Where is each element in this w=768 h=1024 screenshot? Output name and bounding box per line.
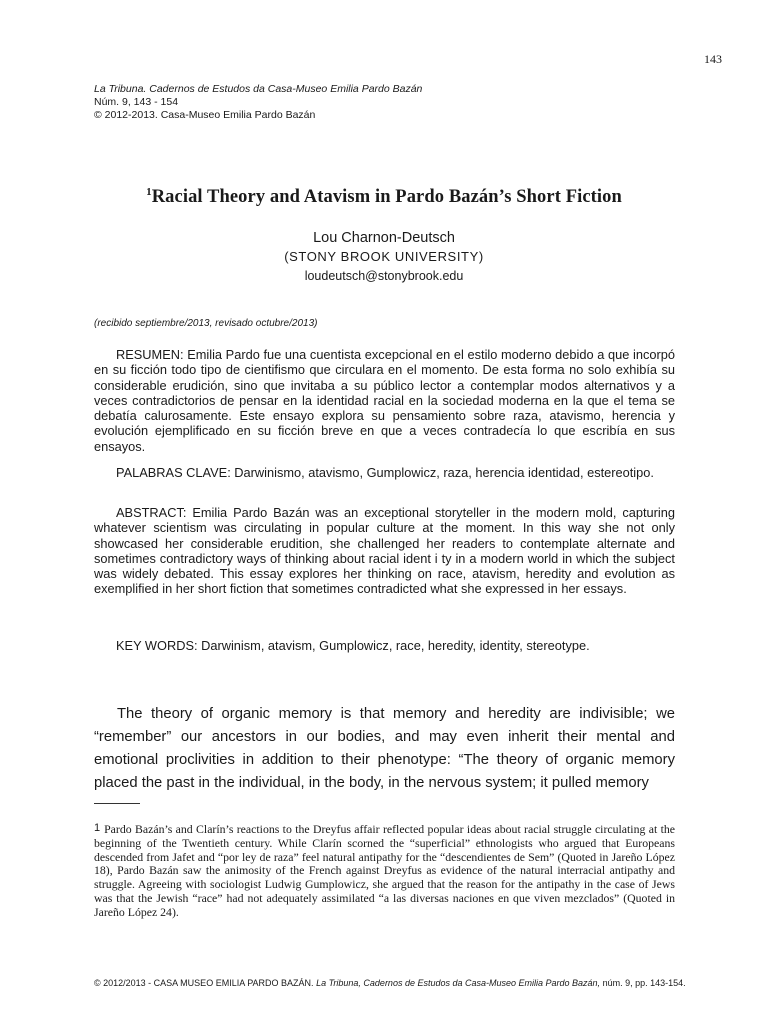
footnote-text: Pardo Bazán’s and Clarín’s reactions to the Dreyfus affair reflected popular ideas about racial struggle circulating at the beginning of the Twentieth century. While Clarín scorned the “superficial” ethnologists who argued that Europeans descended from Jafet and “por ley de raza” feel natural antipathy for the “descendientes de Sem” (Quoted in Jareño López 18), Pardo Bazán saw the animosity of the French against Dreyfus as evidence of the natural interracial antipathy and struggle. Agreeing with sociologist Ludwig Gumplowicz, she argued that the reason for the antipathy in the case of Jews was that the Jewish “race” had not adequately assimilated “a las diversas naciones en que viven mezclados” (Quoted in Jareño López 24). (94, 822, 675, 919)
journal-header (94, 83, 422, 122)
palabras-clave-text: PALABRAS CLAVE: Darwinismo, atavismo, Gumplowicz, raza, herencia identidad, estereotipo. (116, 465, 654, 480)
palabras-clave-section (94, 465, 675, 480)
footer-copyright: © 2012/2013 - CASA MUSEO EMILIA PARDO BAZÁN. (94, 978, 314, 988)
journal-copyright: © 2012-2013. Casa-Museo Emilia Pardo Bazán (94, 109, 316, 121)
author-email[interactable]: loudeutsch@stonybrook.edu (304, 269, 464, 283)
submission-dates: (recibido septiembre/2013, revisado octubre/2013) (94, 318, 318, 329)
journal-issue: Núm. 9, 143 - 154 (94, 96, 179, 108)
resumen-section (94, 347, 675, 454)
page-number: 143 (704, 52, 722, 66)
title-footnote-mark: 1 (146, 185, 152, 198)
abstract-text: ABSTRACT: Emilia Pardo Bazán was an exceptional storyteller in the modern mold, capturing whatever scientism was circulating in popular culture at the moment. In this way she not only showcased her considerable erudition, she challenged her readers to contemplate alternate and sometimes contradictory ways of thinking about racial ident i ty in a modern world in which the subject was widely debated. This essay explores her thinking on race, atavism, heredity and evolution as exemplified in her short fiction that sometimes contradicted what she expressed in her essays. (94, 505, 675, 597)
page-footer (94, 978, 686, 988)
author-affiliation: (STONY BROOK UNIVERSITY) (284, 249, 484, 264)
footer-journal: La Tribuna, Cadernos de Estudos da Casa-Museo Emilia Pardo Bazán, (316, 978, 601, 988)
abstract-section (94, 505, 675, 597)
resumen-text: RESUMEN: Emilia Pardo fue una cuentista excepcional en el estilo moderno debido a que incorpó en su ficción todo tipo de cientifismo que circulara en el momento. De esta forma no solo exhibía su considerable erudición, sino que invitaba a su público lector a contemplar modos alternativos y a veces contradictorios de pensar en la identidad racial en la sociedad moderna en la que el tema se debatía calurosamente. Este ensayo explora su pensamiento sobre raza, atavismo, herencia y evolución ejemplificado en su ficción breve en que a veces contradecía lo que escribía en sus ensayos. (94, 347, 675, 454)
article-title (0, 187, 768, 208)
title-text: Racial Theory and Atavism in Pardo Bazán’s Short Fiction (151, 187, 622, 207)
footnote-divider (94, 803, 140, 804)
footer-issue: núm. 9, pp. 143-154. (602, 978, 686, 988)
author-name: Lou Charnon-Deutsch (313, 230, 455, 246)
key-words-text: KEY WORDS: Darwinism, atavism, Gumplowicz, race, heredity, identity, stereotype. (116, 638, 590, 653)
key-words-section (94, 638, 675, 653)
footnote-mark: 1 (94, 822, 101, 834)
journal-name: La Tribuna. Cadernos de Estudos da Casa-Museo Emilia Pardo Bazán (94, 83, 423, 95)
body-paragraph: The theory of organic memory is that memory and heredity are indivisible; we “remember” our ancestors in our bodies, and may even inherit their mental and emotional proclivities in addition to their phenotype: “The theory of organic memory placed the past in the individual, in the body, in the nervous system; it pulled memory (94, 706, 675, 791)
body-section (94, 703, 675, 795)
footnote (94, 822, 675, 920)
